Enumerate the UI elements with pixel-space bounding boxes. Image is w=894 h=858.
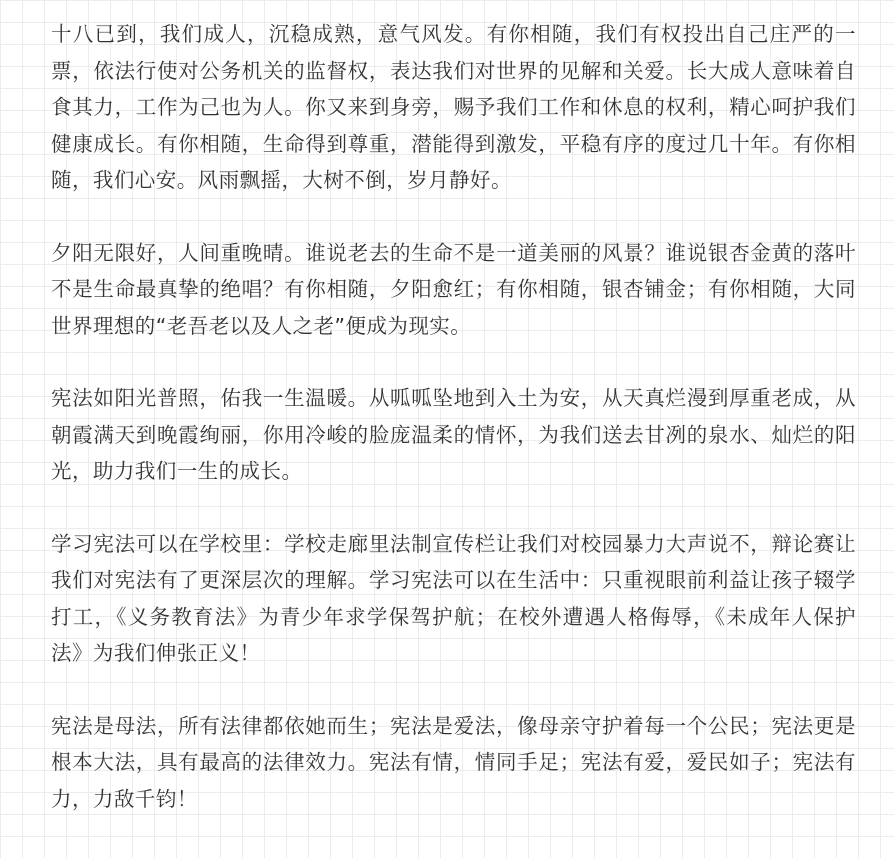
paragraph-mother-law: 宪法是母法，所有法律都依她而生；宪法是爱法，像母亲守护着每一个公民；宪法更是根本大法，具有最高的法律效力。宪法有情，情同手足；宪法有爱，爱民如子；宪法有力，力敌千钧！ <box>51 713 856 811</box>
article-body <box>51 16 856 817</box>
paragraph-learning: 学习宪法可以在学校里：学校走廊里法制宣传栏让我们对校园暴力大声说不，辩论赛让我们对宪法有了更深层次的理解。学习宪法可以在生活中：只重视眼前利益让孩子辍学打工，《义务教育法》为青少年求学保驾护航；在校外遭遇人格侮辱，《未成年人保护法》为我们伸张正义！ <box>51 531 856 665</box>
paragraph-old-age: 夕阳无限好，人间重晚晴。谁说老去的生命不是一道美丽的风景？谁说银杏金黄的落叶不是生命最真挚的绝唱？有你相随，夕阳愈红；有你相随，银杏铺金；有你相随，大同世界理想的“老吾老以及人之老”便成为现实。 <box>51 240 856 338</box>
paragraph-adulthood: 十八已到，我们成人，沉稳成熟，意气风发。有你相随，我们有权投出自己庄严的一票，依法行使对公务机关的监督权，表达我们对世界的见解和关爱。长大成人意味着自食其力，工作为己也为人。你又来到身旁，赐予我们工作和休息的权利，精心呵护我们健康成长。有你相随，生命得到尊重，潜能得到激发，平稳有序的度过几十年。有你相随，我们心安。风雨飘摇，大树不倒，岁月静好。 <box>51 22 856 192</box>
paragraph-sunshine: 宪法如阳光普照，佑我一生温暖。从呱呱坠地到入土为安，从天真烂漫到厚重老成，从朝霞满天到晚霞绚丽，你用冷峻的脸庞温柔的情怀，为我们送去甘冽的泉水、灿烂的阳光，助力我们一生的成长。 <box>51 386 856 483</box>
